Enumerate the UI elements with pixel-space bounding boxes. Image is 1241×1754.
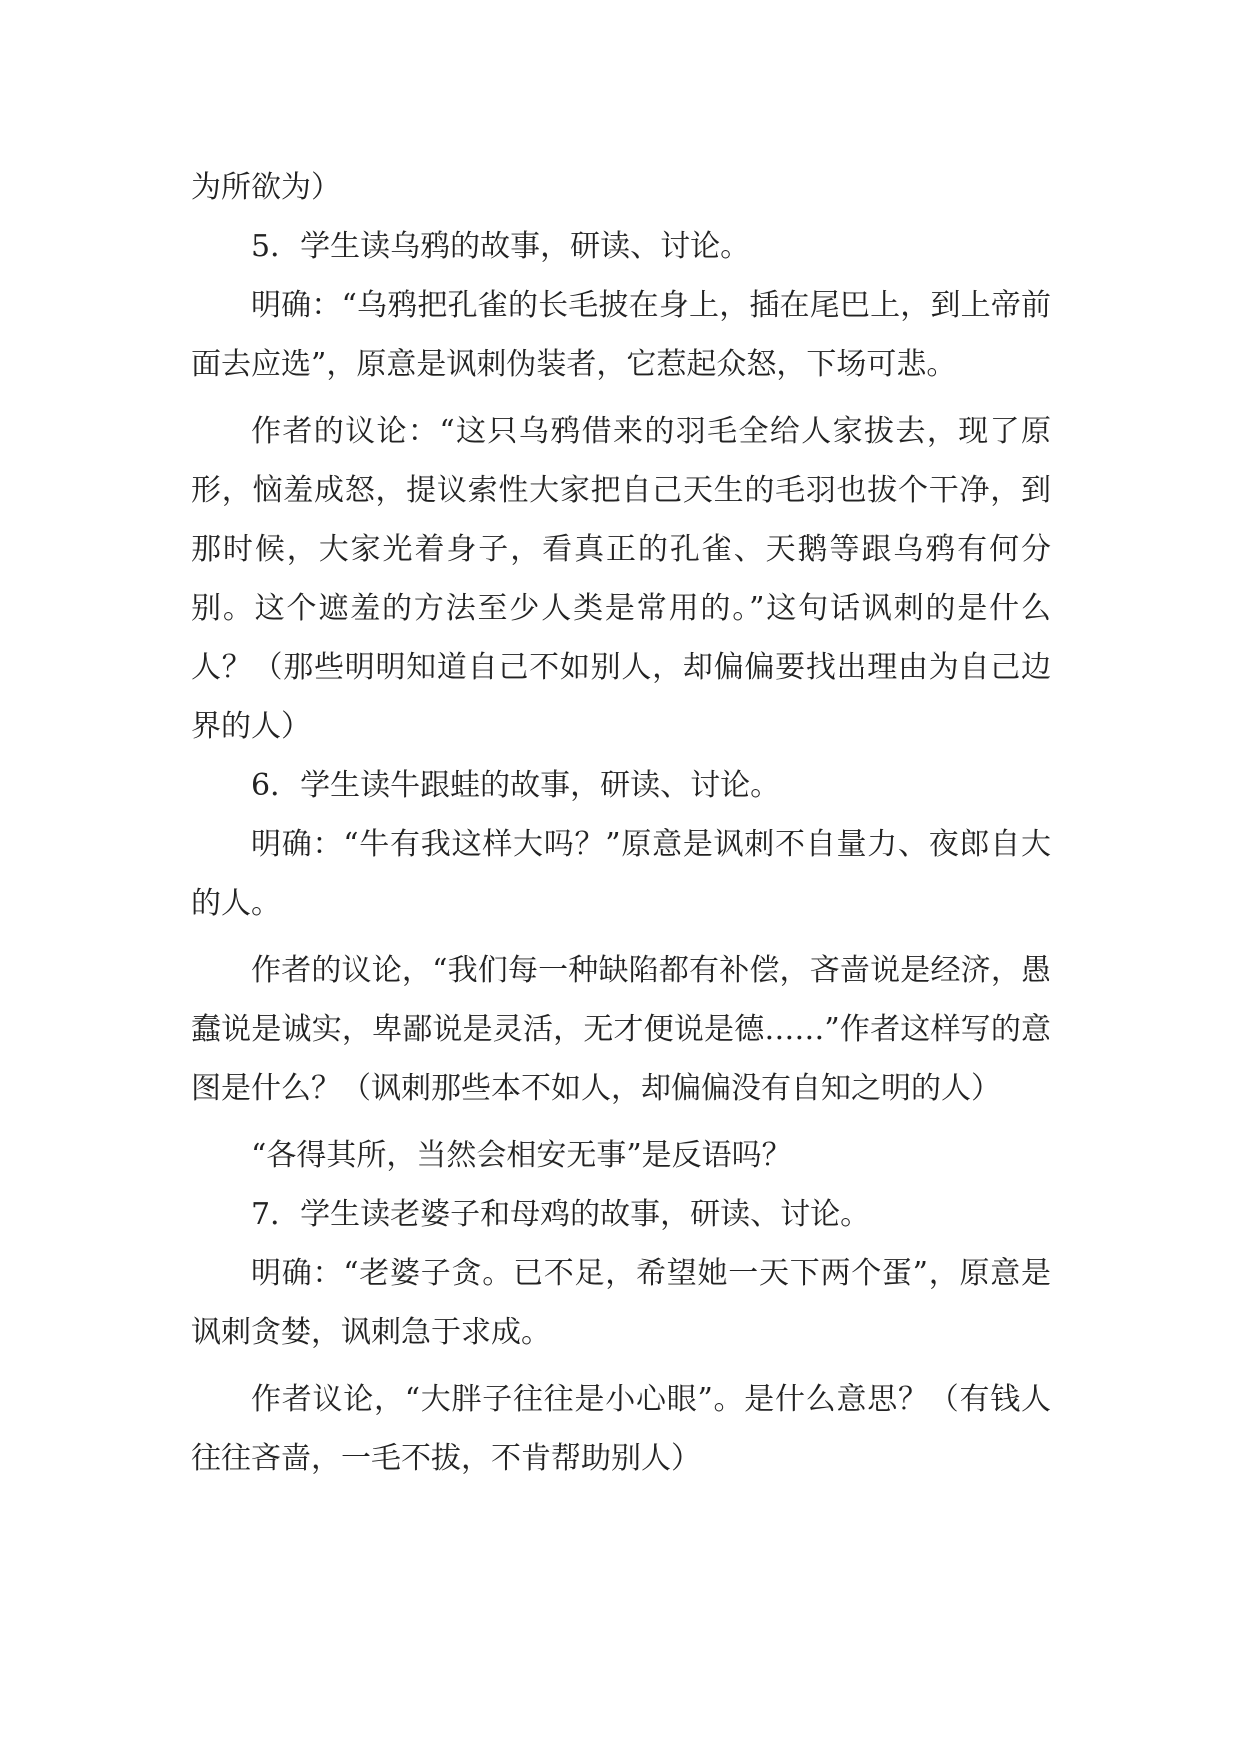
document-page <box>191 158 1051 1488</box>
paragraph-item-6-heading: 6．学生读牛跟蛙的故事，研读、讨论。 <box>251 768 781 803</box>
paragraph-item-5-clarification: 明确：“乌鸦把孔雀的长毛披在身上，插在尾巴上，到上帝前面去应选”，原意是讽刺伪装者，它惹起众怒，下场可悲。 <box>191 288 1051 382</box>
paragraph-item-6-question: “各得其所，当然会相安无事”是反语吗？ <box>251 1138 792 1173</box>
paragraph-item-6-author-comment: 作者的议论，“我们每一种缺陷都有补偿，吝啬说是经济，愚蠢说是诚实，卑鄙说是灵活，无才便说是德……”作者这样写的意图是什么？（讽刺那些本不如人，却偏偏没有自知之明的人） <box>191 953 1051 1106</box>
paragraph-item-7-clarification: 明确：“老婆子贪。已不足，希望她一天下两个蛋”，原意是讽刺贪婪，讽刺急于求成。 <box>191 1256 1051 1350</box>
paragraph-item-5-heading: 5．学生读乌鸦的故事，研读、讨论。 <box>251 229 751 264</box>
paragraph-item-6-clarification: 明确：“牛有我这样大吗？”原意是讽刺不自量力、夜郎自大的人。 <box>191 827 1051 921</box>
paragraph-item-7-author-comment: 作者议论，“大胖子往往是小心眼”。是什么意思？（有钱人往往吝啬，一毛不拔，不肯帮助别人） <box>191 1382 1051 1476</box>
paragraph-continuation: 为所欲为） <box>191 170 341 205</box>
paragraph-item-7-heading: 7．学生读老婆子和母鸡的故事，研读、讨论。 <box>251 1197 871 1232</box>
paragraph-item-5-author-comment: 作者的议论：“这只乌鸦借来的羽毛全给人家拔去，现了原形，恼羞成怒，提议索性大家把自己天生的毛羽也拔个干净，到那时候，大家光着身子，看真正的孔雀、天鹅等跟乌鸦有何分别。这个遮羞的方法至少人类是常用的。”这句话讽刺的是什么人？（那些明明知道自己不如别人，却偏偏要找出理由为自己边界的人） <box>191 414 1051 744</box>
